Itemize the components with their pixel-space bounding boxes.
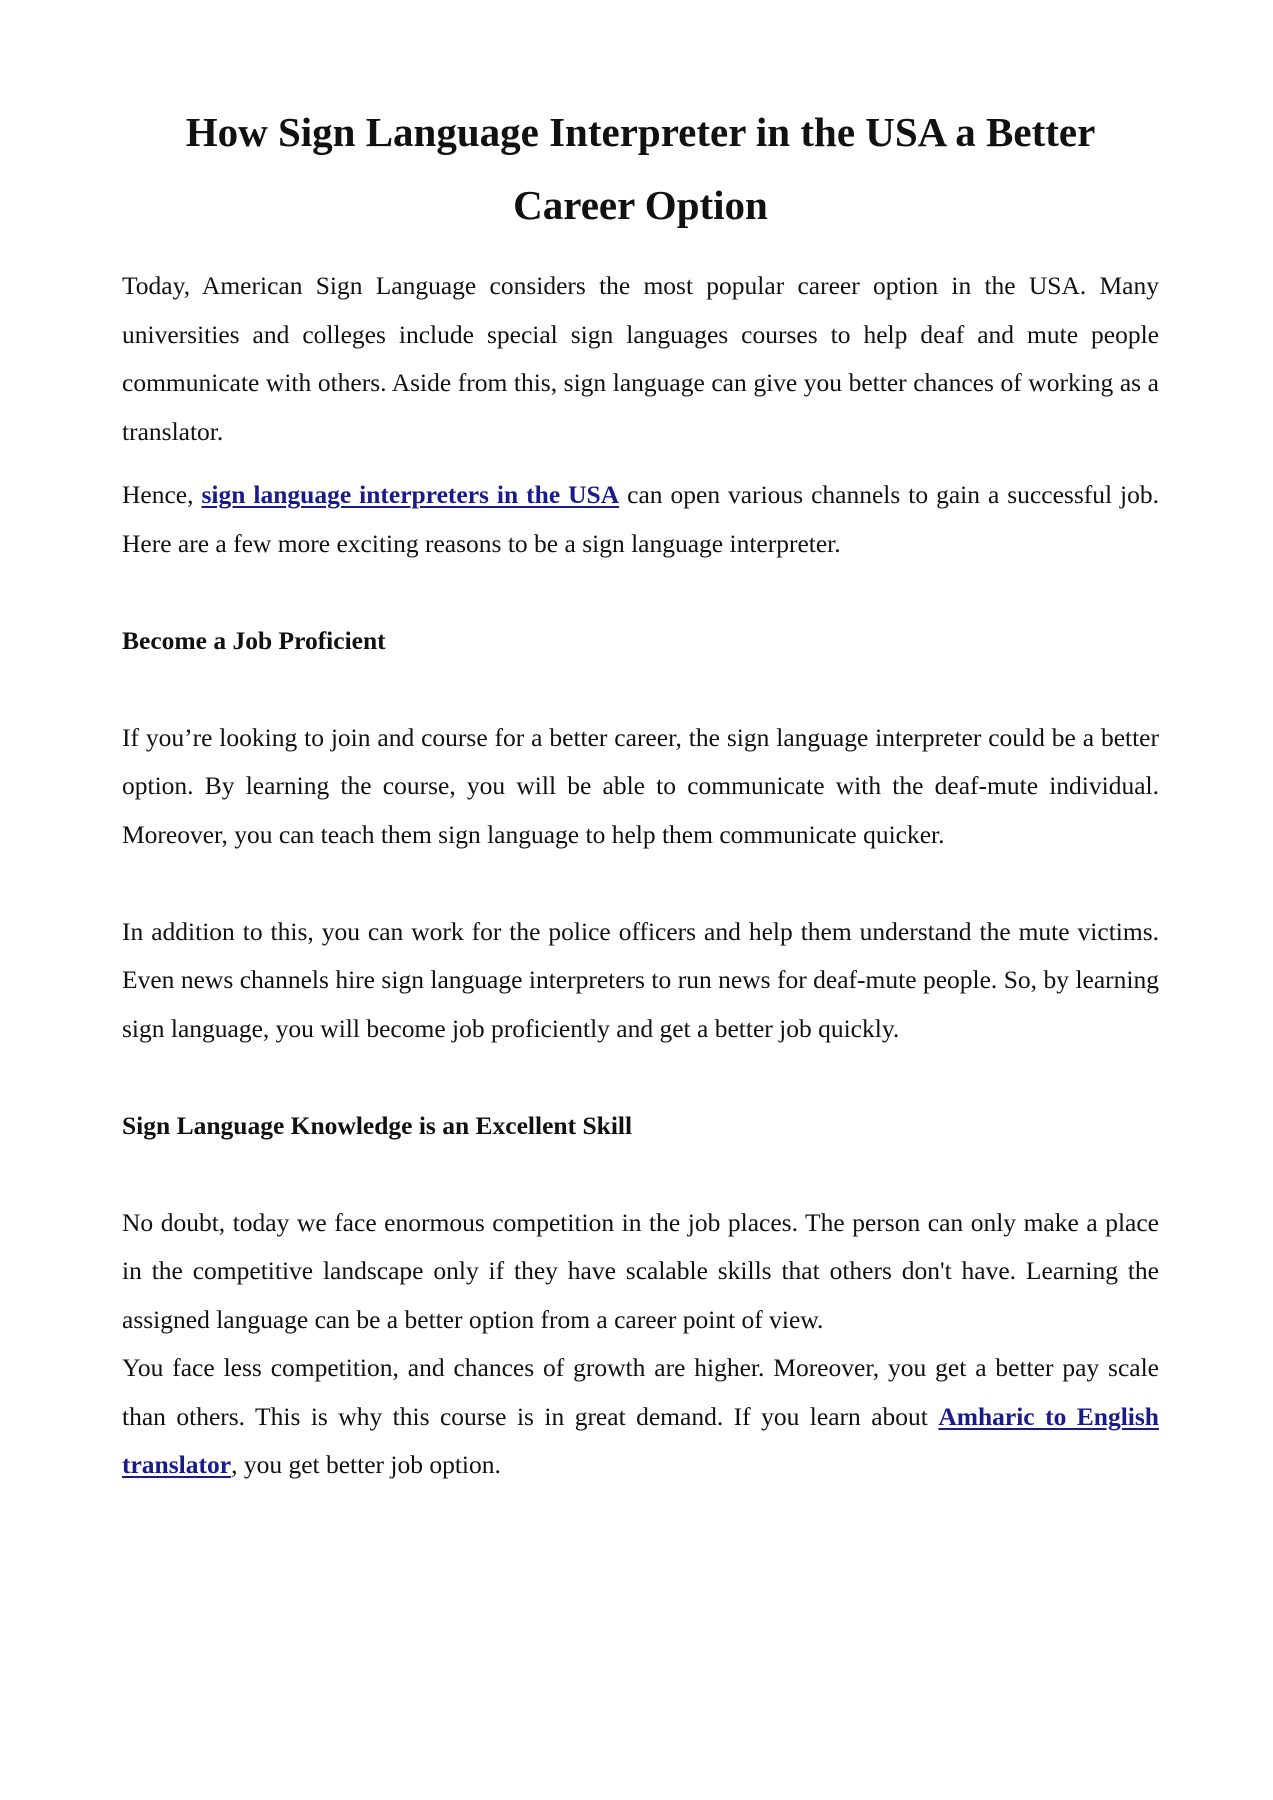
section-heading-excellent-skill: Sign Language Knowledge is an Excellent Skill <box>122 1110 633 1140</box>
section1-paragraph-2: In addition to this, you can work for the police officers and help them understand the mute victims. Even news channels hire sign language interpreters to run news for deaf-mute people. So, by learning sign language, you will become job proficiently and get a better job quickly. <box>122 916 1159 1043</box>
spacer <box>122 859 1159 908</box>
spacer <box>122 568 1159 617</box>
title-line-1: How Sign Language Interpreter in the USA a Better <box>185 109 1096 155</box>
spacer <box>122 1053 1159 1102</box>
document-page <box>122 96 1159 1490</box>
section1-paragraph-1: If you’re looking to join and course for a better career, the sign language interpreter could be a better option. By learning the course, you will be able to communicate with the deaf-mute individual. Moreover, you can teach them sign language to help them communicate quicker. <box>122 722 1159 849</box>
amharic-translator-link[interactable]: Amharic to English translator <box>122 1401 1159 1479</box>
hence-text-before: Hence, <box>122 480 202 509</box>
section-heading-job-proficient: Become a Job Proficient <box>122 625 386 655</box>
section2-text-after: , you get better job option. <box>231 1450 501 1479</box>
page-title <box>122 96 1159 242</box>
section2-text-before: You face less competition, and chances of growth are higher. Moreover, you get a better pay scale than others. This is why this course is in great demand. If you learn about <box>122 1353 1159 1431</box>
section2-paragraph-1: No doubt, today we face enormous competition in the job places. The person can only make a place in the competitive landscape only if they have scalable skills that others don't have. Learning the assigned language can be a better option from a career point of view. <box>122 1207 1159 1334</box>
hence-text-after: can open various channels to gain a successful job. Here are a few more exciting reasons to be a sign language interpreter. <box>122 480 1160 558</box>
sign-language-interpreters-link[interactable]: sign language interpreters in the USA <box>201 480 620 509</box>
title-line-2: Career Option <box>513 182 768 228</box>
hence-paragraph <box>122 471 1159 568</box>
spacer <box>122 665 1159 714</box>
section2-paragraph-2 <box>122 1344 1159 1490</box>
spacer <box>122 1150 1159 1199</box>
intro-paragraph: Today, American Sign Language considers the most popular career option in the USA. Many universities and colleges include special sign languages courses to help deaf and mute people communicate with others. Aside from this, sign language can give you better chances of working as a translator. <box>122 271 1159 446</box>
